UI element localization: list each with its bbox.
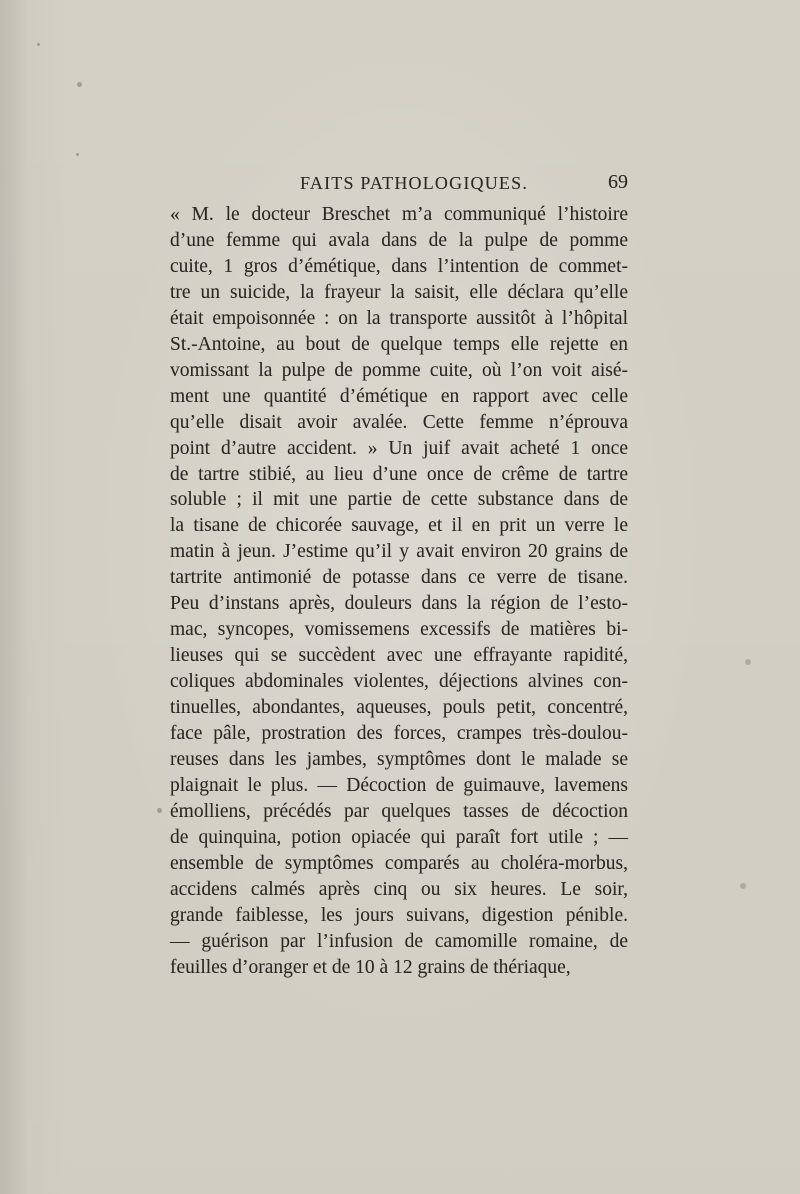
text-line: soluble ; il mit une partie de cette substance dans de (170, 489, 628, 511)
text-line: était empoisonnée : on la transporte aussitôt à l’hôpital (170, 307, 628, 329)
text-line: coliques abdominales violentes, déjections alvines con- (170, 671, 628, 693)
text-line: qu’elle disait avoir avalée. Cette femme n’éprouva (170, 411, 628, 433)
text-line: reuses dans les jambes, symptômes dont le malade se (170, 749, 628, 771)
paper-speck (37, 43, 40, 46)
page-number: 69 (608, 171, 628, 193)
text-line: émolliens, précédés par quelques tasses de décoction (170, 800, 628, 822)
text-line: accidens calmés après cinq ou six heures. Le soir, (170, 878, 628, 900)
text-line: la tisane de chicorée sauvage, et il en prit un verre le (170, 515, 628, 537)
text-line: cuite, 1 gros d’émétique, dans l’intention de commet- (170, 255, 628, 277)
text-line: « M. le docteur Breschet m’a communiqué l’histoire (170, 204, 628, 225)
running-head (170, 171, 628, 199)
paper-speck (745, 659, 751, 665)
text-line: mac, syncopes, vomissemens excessifs de matières bi- (170, 619, 628, 641)
text-line: — guérison par l’infusion de camomille romaine, de (170, 930, 628, 952)
body-text (170, 202, 628, 981)
running-title: FAITS PATHOLOGIQUES. (300, 173, 529, 193)
text-line: de tartre stibié, au lieu d’une once de crême de tartre (170, 463, 628, 485)
paper-speck (77, 82, 82, 87)
text-line: face pâle, prostration des forces, crampes très-doulou- (170, 723, 628, 745)
text-line: ment une quantité d’émétique en rapport avec celle (170, 385, 628, 407)
text-line: matin à jeun. J’estime qu’il y avait environ 20 grains de (170, 541, 628, 563)
paper-speck (740, 883, 746, 889)
text-line: plaignait le plus. — Décoction de guimauve, lavemens (170, 774, 628, 796)
text-line: vomissant la pulpe de pomme cuite, où l’on voit aisé- (170, 359, 628, 381)
text-line: d’une femme qui avala dans de la pulpe de pomme (170, 229, 628, 251)
paper-speck (76, 153, 79, 156)
text-line: tre un suicide, la frayeur la saisit, elle déclara qu’elle (170, 281, 628, 303)
text-line: point d’autre accident. » Un juif avait acheté 1 once (170, 437, 628, 459)
paper-speck (157, 808, 162, 813)
text-line: lieuses qui se succèdent avec une effrayante rapidité, (170, 645, 628, 667)
text-line: ensemble de symptômes comparés au choléra-morbus, (170, 852, 628, 874)
text-line: St.-Antoine, au bout de quelque temps elle rejette en (170, 333, 628, 355)
text-line: grande faiblesse, les jours suivans, digestion pénible. (170, 904, 628, 926)
text-line: tinuelles, abondantes, aqueuses, pouls petit, concentré, (170, 697, 628, 719)
text-line: Peu d’instans après, douleurs dans la région de l’esto- (170, 593, 628, 615)
text-line: feuilles d’oranger et de 10 à 12 grains de thériaque, (170, 956, 571, 978)
text-line: de quinquina, potion opiacée qui paraît fort utile ; — (170, 826, 628, 848)
text-line: tartrite antimonié de potasse dans ce verre de tisane. (170, 567, 628, 589)
